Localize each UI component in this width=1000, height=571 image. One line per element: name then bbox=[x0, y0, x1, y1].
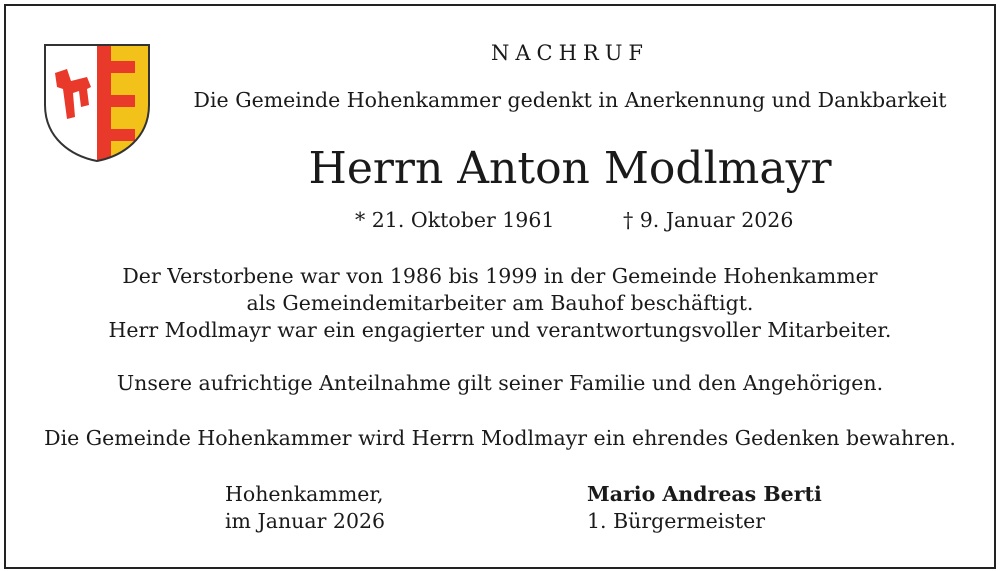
body-line: Der Verstorbene war von 1986 bis 1999 in der Gemeinde Hohenkammer bbox=[122, 264, 878, 288]
notice-intro: Die Gemeinde Hohenkammer gedenkt in Anerkennung und Dankbarkeit bbox=[193, 88, 947, 112]
body-line: Herr Modlmayr war ein engagierter und verantwortungsvoller Mitarbeiter. bbox=[108, 318, 892, 342]
birth-date: * 21. Oktober 1961 bbox=[355, 208, 555, 232]
date: im Januar 2026 bbox=[225, 509, 386, 533]
place: Hohenkammer, bbox=[225, 482, 384, 506]
signer-name: Mario Andreas Berti bbox=[587, 482, 822, 506]
notice-heading: NACHRUF bbox=[490, 41, 649, 65]
signer-title: 1. Bürgermeister bbox=[587, 509, 766, 533]
coat-of-arms-icon bbox=[43, 43, 151, 163]
death-date: † 9. Januar 2026 bbox=[623, 208, 794, 232]
body-line: als Gemeindemitarbeiter am Bauhof beschäftigt. bbox=[246, 291, 754, 315]
deceased-name: Herrn Anton Modlmayr bbox=[308, 143, 832, 194]
condolence-line: Unsere aufrichtige Anteilnahme gilt seiner Familie und den Angehörigen. bbox=[116, 371, 884, 395]
memorial-line: Die Gemeinde Hohenkammer wird Herrn Modlmayr ein ehrendes Gedenken bewahren. bbox=[44, 426, 956, 450]
